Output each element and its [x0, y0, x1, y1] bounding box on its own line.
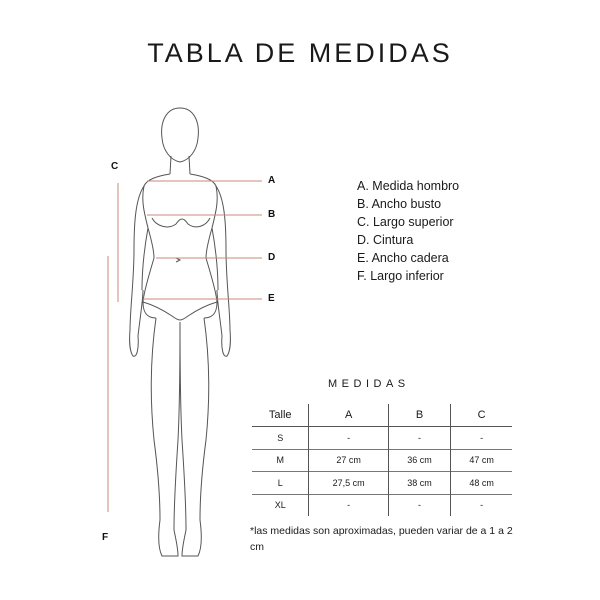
table-cell: 48 cm — [451, 472, 512, 495]
legend-item: B. Ancho busto — [357, 197, 442, 211]
table-cell: - — [388, 494, 450, 516]
table-row — [252, 472, 512, 495]
table-cell: L — [252, 472, 309, 495]
disclaimer-note: *las medidas son aproximadas, pueden variar de a 1 a 2 cm — [250, 525, 513, 553]
size-table — [252, 404, 512, 516]
header-cell: B — [388, 404, 450, 427]
table-cell: 27 cm — [309, 449, 388, 472]
table-row — [252, 427, 512, 450]
header-cell: Talle — [252, 404, 309, 427]
marker-a: A — [268, 175, 276, 186]
page-title: TABLA DE MEDIDAS — [147, 38, 453, 68]
table-cell: 36 cm — [388, 449, 450, 472]
table-cell: - — [309, 427, 388, 450]
table-cell: - — [451, 494, 512, 516]
table-cell: - — [451, 427, 512, 450]
table-cell: 47 cm — [451, 449, 512, 472]
measures-heading: MEDIDAS — [328, 378, 410, 390]
header-cell: A — [309, 404, 388, 427]
marker-b: B — [268, 209, 276, 220]
table-cell: - — [309, 494, 388, 516]
legend-item: C. Largo superior — [357, 215, 454, 229]
marker-f: F — [102, 532, 109, 543]
table-cell: XL — [252, 494, 309, 516]
header-cell: C — [451, 404, 512, 427]
table-row — [252, 449, 512, 472]
table-cell: S — [277, 432, 284, 443]
measurement-legend — [357, 177, 459, 285]
table-row — [252, 494, 512, 516]
table-cell: - — [388, 427, 450, 450]
legend-item: F. Largo inferior — [357, 269, 444, 283]
table-cell: 27,5 cm — [309, 472, 388, 495]
table-cell: M — [252, 449, 309, 472]
marker-c: C — [111, 161, 119, 172]
measure-guide-lines — [108, 181, 262, 512]
legend-item: D. Cintura — [357, 233, 414, 247]
table-cell: 38 cm — [388, 472, 450, 495]
legend-item: E. Ancho cadera — [357, 251, 449, 265]
legend-item: A. Medida hombro — [357, 179, 460, 193]
marker-e: E — [268, 293, 275, 304]
marker-d: D — [268, 252, 276, 263]
mannequin-outline — [130, 108, 231, 556]
table-header-row — [252, 404, 512, 427]
